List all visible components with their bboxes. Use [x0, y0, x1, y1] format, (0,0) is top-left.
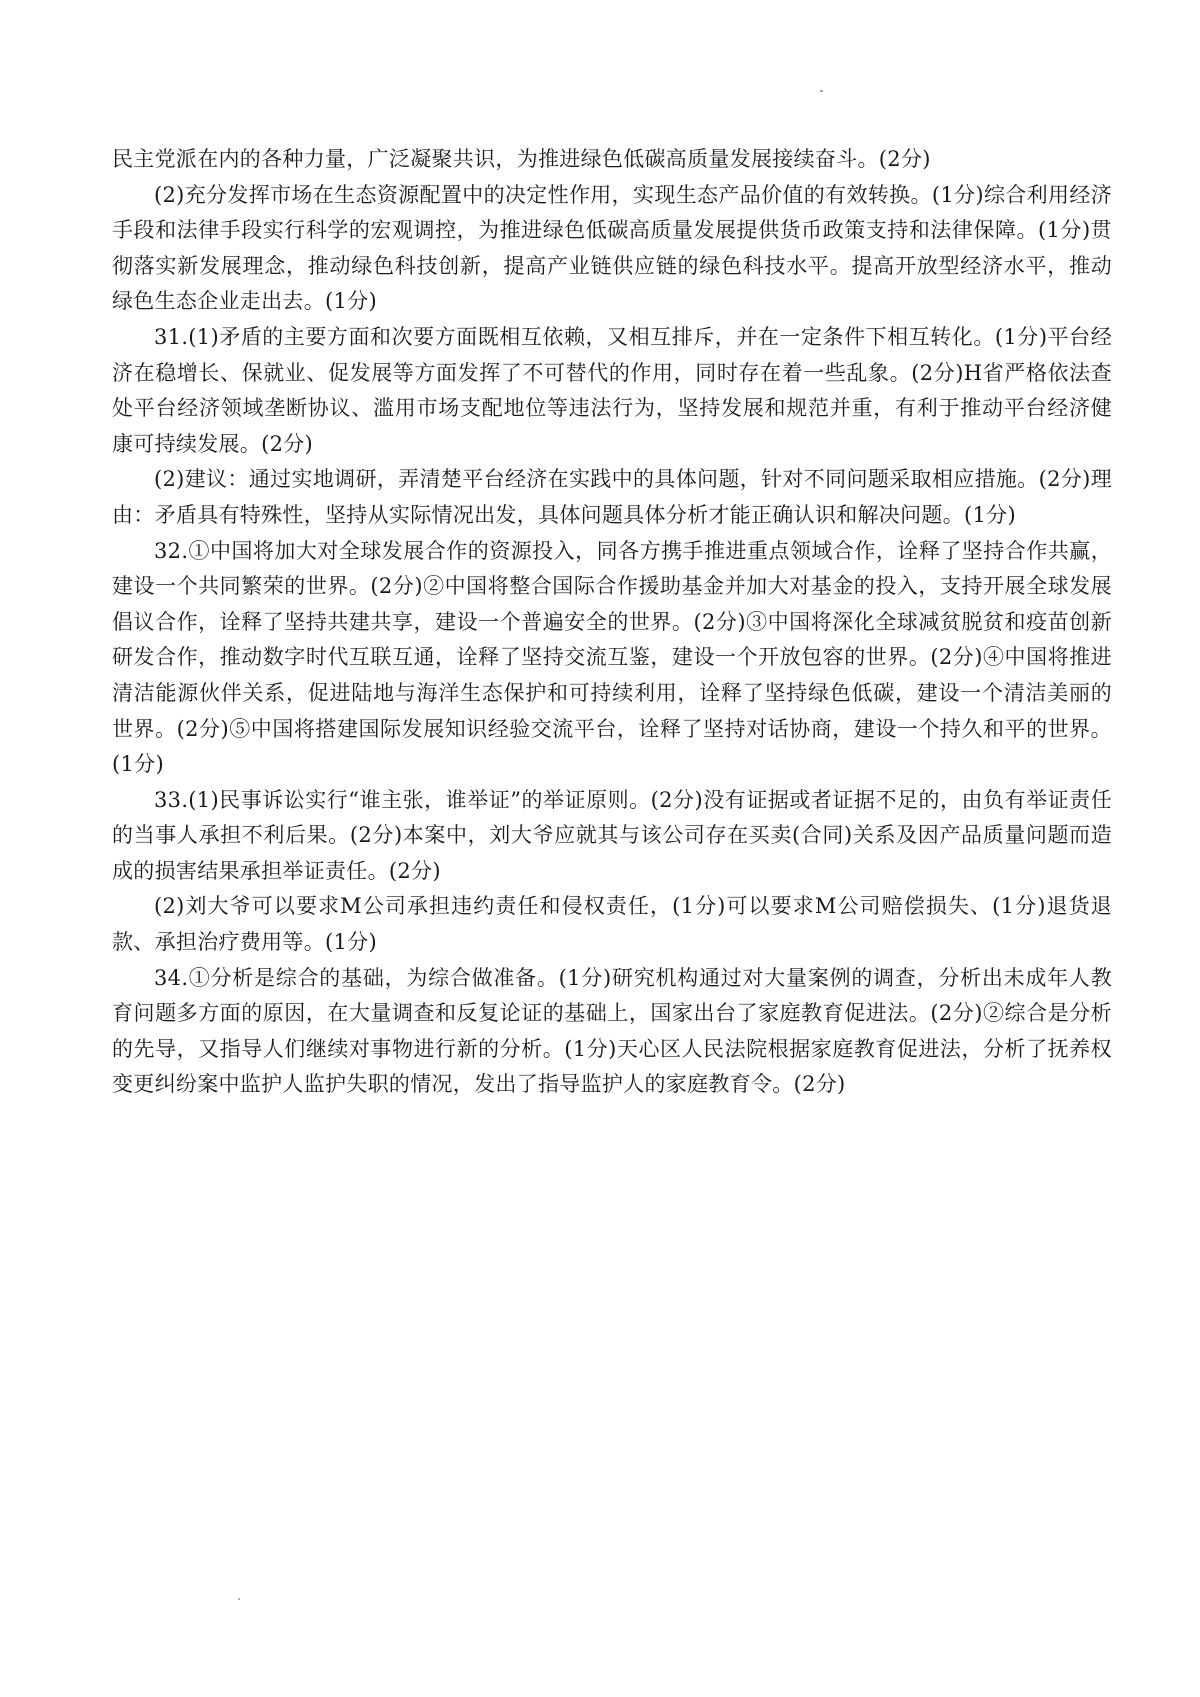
paragraph-33-1: 33.(1)民事诉讼实行“谁主张，谁举证”的举证原则。(2分)没有证据或者证据不足的，由负有举证责任的当事人承担不利后果。(2分)本案中，刘大爷应就其与该公司存在买卖(合同)关系及因产品质量问题而造成的损害结果承担举证责任。(2分)	[112, 787, 1112, 883]
paragraph-30-2: (2)充分发挥市场在生态资源配置中的决定性作用，实现生态产品价值的有效转换。(1分)综合利用经济手段和法律手段实行科学的宏观调控，为推进绿色低碳高质量发展提供货币政策支持和法律保障。(1分)贯彻落实新发展理念，推动绿色科技创新，提高产业链供应链的绿色科技水平。提高开放型经济水平，推动绿色生态企业走出去。(1分)	[112, 182, 1112, 314]
scan-speck	[820, 90, 823, 92]
paragraph-continuation: 民主党派在内的各种力量，广泛凝聚共识，为推进绿色低碳高质量发展接续奋斗。(2分)	[112, 147, 931, 171]
paragraph-31-1: 31.(1)矛盾的主要方面和次要方面既相互依赖，又相互排斥，并在一定条件下相互转化。(1分)平台经济在稳增长、保就业、促发展等方面发挥了不可替代的作用，同时存在着一些乱象。(2分)H省严格依法查处平台经济领域垄断协议、滥用市场支配地位等违法行为，坚持发展和规范并重，有利于推动平台经济健康可持续发展。(2分)	[112, 324, 1112, 456]
paragraph-31-2: (2)建议：通过实地调研，弄清楚平台经济在实践中的具体问题，针对不同问题采取相应措施。(2分)理由：矛盾具有特殊性，坚持从实际情况出发，具体问题具体分析才能正确认识和解决问题。(1分)	[112, 467, 1112, 527]
paragraph-34: 34.①分析是综合的基础，为综合做准备。(1分)研究机构通过对大量案例的调查，分析出未成年人教育问题多方面的原因，在大量调查和反复论证的基础上，国家出台了家庭教育促进法。(2分)②综合是分析的先导，又指导人们继续对事物进行新的分析。(1分)天心区人民法院根据家庭教育促进法，分析了抚养权变更纠纷案中监护人监护失职的情况，发出了指导监护人的家庭教育令。(2分)	[112, 965, 1112, 1097]
paragraph-32: 32.①中国将加大对全球发展合作的资源投入，同各方携手推进重点领域合作，诠释了坚持合作共赢，建设一个共同繁荣的世界。(2分)②中国将整合国际合作援助基金并加大对基金的投入，支持开展全球发展倡议合作，诠释了坚持共建共享，建设一个普遍安全的世界。(2分)③中国将深化全球减贫脱贫和疫苗创新研发合作，推动数字时代互联互通，诠释了坚持交流互鉴，建设一个开放包容的世界。(2分)④中国将推进清洁能源伙伴关系，促进陆地与海洋生态保护和可持续利用，诠释了坚持绿色低碳，建设一个清洁美丽的世界。(2分)⑤中国将搭建国际发展知识经验交流平台，诠释了坚持对话协商，建设一个持久和平的世界。(1分)	[112, 538, 1112, 777]
scan-speck	[238, 1598, 240, 1600]
paragraph-33-2: (2)刘大爷可以要求M公司承担违约责任和侵权责任，(1分)可以要求M公司赔偿损失、(1分)退货退款、承担治疗费用等。(1分)	[112, 894, 1112, 955]
answer-text-body	[112, 142, 1112, 1103]
